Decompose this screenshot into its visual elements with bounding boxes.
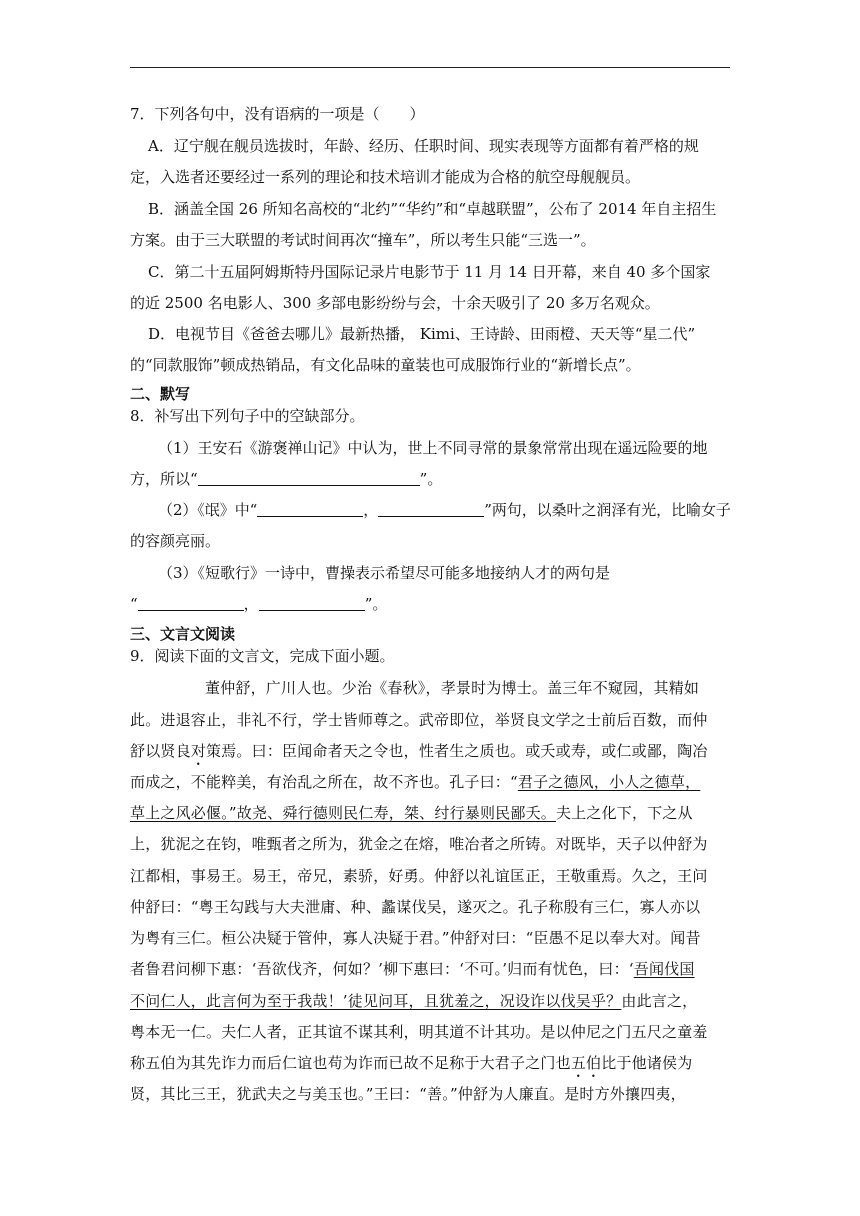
passage-line-5 [130,803,730,823]
passage-line-6: 上，犹泥之在钧，唯甄者之所为，犹金之在熔，唯冶者之所铸。对既毕，天子以仲舒为 [130,835,708,853]
underlined-sentence-1a: 君子之德风，小人之德草， [517,773,701,791]
q7-option-c-line2: 的近 2500 名电影人、300 多部电影纷纷与会，十余天吸引了 20 多万名观众。 [130,294,660,312]
underlined-sentence-1b: 草上之风必偃。”故尧、舜行德则民仁寿，桀、纣行暴则民鄙夭。 [130,804,556,822]
q7-stem: 7．下列各句中，没有语病的一项是（ ） [130,105,425,123]
section-2-heading: 二、默写 [130,385,191,403]
q7-option-a-line1: A．辽宁舰在舰员选拔时，年龄、经历、任职时间、现实表现等方面都有着严格的规 [148,137,699,155]
q8-part1-prefix: 方，所以“ [130,470,198,488]
q8-part2-comma: ， [363,501,379,519]
q7-option-c-line1: C．第二十五届阿姆斯特丹国际记录片电影节于 11 月 14 日开幕，来自 40 多个国家 [148,263,711,281]
q8-part2-blank-2[interactable] [378,501,484,517]
q8-part1-suffix: ”。 [419,470,443,488]
q7-option-d-line2: 的“同款服饰”顿成热销品，有文化品味的童装也可成服饰行业的“新增长点”。 [130,356,641,374]
passage-line-4-a: 而成之，不能粹美，有治乱之所在，故不齐也。孔子曰：“ [130,773,518,791]
passage-line-10-a: 者鲁君问柳下惠：‘吾欲伐齐，何如？’柳下惠曰：‘不可。’归而有忧色，曰：‘ [130,960,634,978]
q8-part3-comma: ， [243,595,259,613]
q8-part3-blank-1[interactable] [138,595,244,611]
passage-line-7: 江都相，事易王。易王，帝兄，素骄，好勇。仲舒以礼谊匡正，王敬重焉。久之，王问 [130,867,708,885]
passage-line-5-b: 夫上之化下，下之从 [555,804,693,822]
q8-part3-close: ”。 [364,595,388,613]
passage-line-9: 为粤有三仁。桓公决疑于管仲，寡人决疑于君。”仲舒对曰：“臣愚不足以奉大对。闻昔 [130,929,701,947]
q8-part2-line2: 的容颜亮丽。 [130,532,221,550]
passage-line-1: 董仲舒，广川人也。少治《春秋》，孝景时为博士。盖三年不窥园，其精如 [205,679,700,697]
q8-part3-blank-2[interactable] [259,595,365,611]
section-3-heading: 三、文言文阅读 [130,625,236,643]
dotted-word-wubo: 五伯 [570,1054,602,1072]
passage-line-10 [130,959,730,979]
q8-part2-prefix: （2）《氓》中“ [158,501,258,519]
passage-line-2: 此。进退容止，非礼不行，学士皆师尊之。武帝即位，举贤良文学之士前后百数，而仲 [130,711,708,729]
q7-option-d-line1: D．电视节目《爸爸去哪儿》最新热播， Kimi、王诗龄、田雨橙、天天等“星二代” [148,325,696,343]
underlined-sentence-2b: 不问仁人，此言何为至于我哉！’徒见问耳，且犹羞之，况设诈以伐吴乎？ [130,992,622,1010]
q7-option-a-line2: 定，入选者还要经过一系列的理论和技术培训才能成为合格的航空母舰舰员。 [130,168,641,186]
q8-stem: 8．补写出下列句子中的空缺部分。 [130,407,365,425]
q8-part1-line2 [130,469,730,489]
q9-stem: 9．阅读下面的文言文，完成下面小题。 [130,647,395,665]
q7-option-b-line2: 方案。由于三大联盟的考试时间再次“撞车”，所以考生只能“三选一”。 [130,231,596,249]
passage-line-13 [130,1053,730,1081]
passage-line-14: 贤，其比三王，犹武夫之与美玉也。”王曰：“善。”仲舒为人廉直。是时方外攘四夷， [130,1085,686,1103]
passage-line-12: 粤本无一仁。夫仁人者，正其谊不谋其利，明其道不计其功。是以仲尼之门五尺之童羞 [130,1023,708,1041]
q8-part3-open-quote: “ [130,595,138,613]
passage-line-11 [130,991,730,1011]
q8-part3-line2 [130,594,730,614]
passage-line-4 [130,772,730,792]
passage-line-11-b: 由此言之， [621,992,698,1010]
q8-part1-blank[interactable] [198,470,420,486]
underlined-sentence-2a: 吾闻伐国 [633,960,695,978]
passage-line-3 [130,741,730,769]
dotted-word-dui: 对 [190,742,207,760]
passage-line-3-b: 策焉。曰：臣闻命者天之令也，性者生之质也。或夭或寿，或仁或鄙，陶冶 [206,742,708,760]
q7-option-b-line1: B．涵盖全国 26 所知名高校的“北约”“华约”和“卓越联盟”，公布了 2014 年自主招生 [148,200,717,218]
passage-line-3-a: 舒以贤良 [130,742,191,760]
q8-part2-blank-1[interactable] [257,501,363,517]
q8-part2-line1 [158,500,730,520]
q8-part1-line1: （1）王安石《游褒禅山记》中认为，世上不同寻常的景象常常出现在遥远险要的地 [158,439,708,457]
header-rule [130,67,730,68]
q8-part2-suffix: ”两句，以桑叶之润泽有光，比喻女子 [484,501,731,519]
passage-line-13-b: 比于他诸侯为 [601,1054,693,1072]
passage-line-8: 仲舒曰：“粤王勾践与大夫泄庸、种、蠡谋伐吴，遂灭之。孔子称殷有三仁，寡人亦以 [130,898,701,916]
q8-part3-line1: （3）《短歌行》一诗中，曹操表示希望尽可能多地接纳人才的两句是 [158,564,611,582]
passage-line-13-a: 称五伯为其先诈力而后仁谊也苟为诈而已故不足称于大君子之门也 [130,1054,571,1072]
